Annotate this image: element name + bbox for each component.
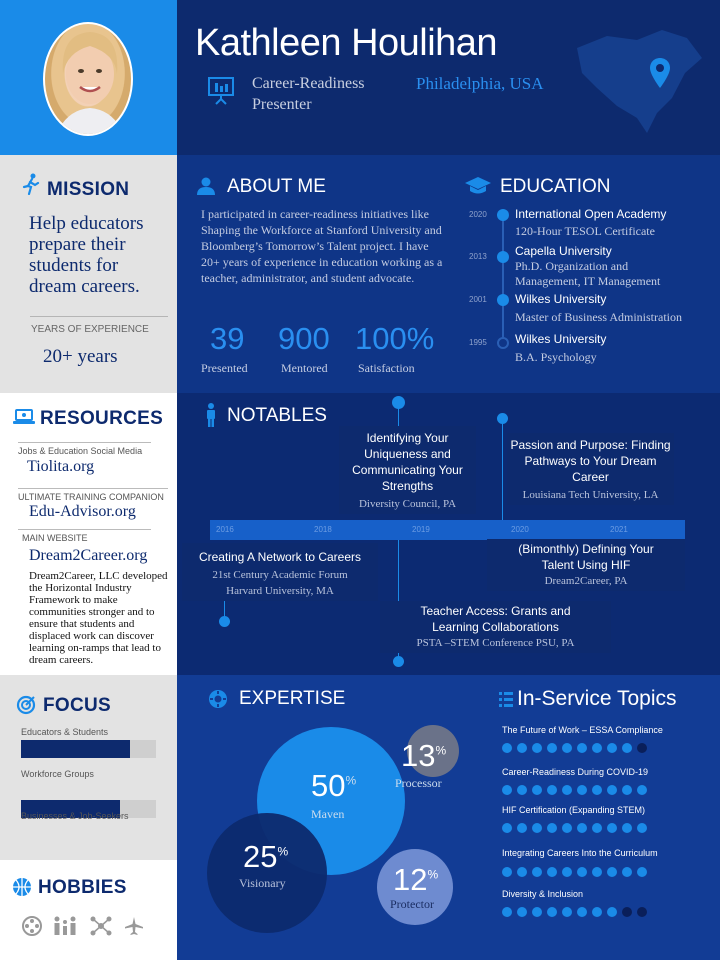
- hobbies-section: [0, 860, 177, 960]
- notable-card: [339, 426, 476, 514]
- expertise-label-maven: Maven: [311, 807, 345, 821]
- rating-dot: [622, 743, 632, 753]
- year-label: 2020: [511, 525, 529, 534]
- notable-venue: Diversity Council, PA: [358, 498, 457, 510]
- focus-label-3: Businesses & Job-Seekers: [21, 811, 129, 821]
- rating-dot: [562, 823, 572, 833]
- rating-dot: [547, 907, 557, 917]
- person-standing-icon: [205, 403, 217, 432]
- mission-text: Help educators prepare their students for dream careers.: [29, 213, 144, 297]
- rating-dot: [502, 907, 512, 917]
- rating-dot: [517, 743, 527, 753]
- topic-label: The Future of Work – ESSA Compliance: [502, 725, 663, 735]
- rating-dot: [517, 867, 527, 877]
- rating-dot: [562, 907, 572, 917]
- rating-dot: [517, 823, 527, 833]
- experience-value: 20+ years: [43, 346, 118, 367]
- film-reel-icon: [22, 916, 42, 941]
- rating-dot: [637, 743, 647, 753]
- rating-dot: [577, 867, 587, 877]
- person-role: Career-Readiness Presenter: [252, 75, 365, 113]
- north-america-map-icon: [567, 18, 707, 138]
- notable-venue: PSTA –STEM Conference PSU, PA: [416, 637, 575, 649]
- rating-dot: [607, 823, 617, 833]
- timeline-dot: [392, 396, 405, 409]
- notable-venue: Louisiana Tech University, LA: [522, 489, 659, 501]
- resource-label-2: ULTIMATE TRAINING COMPANION: [18, 492, 164, 502]
- edu-degree: Master of Business Administration: [515, 310, 682, 324]
- notable-title: Identifying Your Uniqueness and Communicating Your Strengths: [352, 431, 463, 493]
- notable-card: [507, 433, 674, 505]
- topic-rating: [502, 740, 652, 758]
- edu-school: Wilkes University: [515, 292, 607, 306]
- target-icon: [16, 695, 36, 720]
- stat-presented-label: Presented: [201, 361, 248, 375]
- basketball-icon: [12, 877, 32, 902]
- timeline-dot: [497, 251, 509, 263]
- stat-mentored-value: 900: [278, 321, 330, 356]
- notable-title: Creating A Network to Careers: [198, 550, 362, 564]
- presentation-board-icon: [207, 75, 235, 110]
- rating-dot: [622, 867, 632, 877]
- topic-label: HIF Certification (Expanding STEM): [502, 805, 646, 815]
- rating-dot: [622, 907, 632, 917]
- notable-title: (Bimonthly) Defining Your Talent Using HIF: [518, 542, 654, 572]
- focus-bar-fill: [21, 740, 130, 758]
- location-pin-icon: [650, 58, 670, 93]
- connector: [502, 419, 503, 523]
- inservice-title: In-Service Topics: [517, 687, 677, 710]
- rating-dot: [592, 907, 602, 917]
- notable-title: Teacher Access: Grants and Learning Collaborations: [420, 604, 571, 634]
- edu-degree: B.A. Psychology: [515, 350, 597, 364]
- rating-dot: [577, 907, 587, 917]
- edu-year: 1995: [469, 338, 487, 347]
- topic-label: Career-Readiness During COVID-19: [502, 767, 649, 777]
- edu-degree: 120-Hour TESOL Certificate: [515, 224, 655, 238]
- rating-dot: [547, 867, 557, 877]
- expertise-section: [177, 675, 720, 960]
- timeline-dot: [393, 656, 404, 667]
- edu-school: International Open Academy: [515, 207, 667, 221]
- rating-dot: [532, 823, 542, 833]
- resources-section: [0, 393, 177, 675]
- rating-dot: [622, 823, 632, 833]
- rating-dot: [562, 785, 572, 795]
- stat-satisfaction-value: 100%: [355, 321, 435, 356]
- timeline-dot: [497, 209, 509, 221]
- rating-dot: [607, 867, 617, 877]
- stat-presented-value: 39: [210, 321, 245, 356]
- edu-year: 2020: [469, 210, 487, 219]
- rating-dot: [502, 743, 512, 753]
- rating-dot: [562, 743, 572, 753]
- person-location: Philadelphia, USA: [416, 74, 544, 93]
- year-label: 2019: [412, 525, 430, 534]
- notables-title: NOTABLES: [227, 405, 327, 426]
- year-label: 2016: [216, 525, 234, 534]
- rating-dot: [592, 867, 602, 877]
- expertise-value-maven: 50%: [311, 768, 357, 803]
- graduation-cap-icon: [465, 177, 491, 200]
- topic-rating: [502, 820, 652, 838]
- topic-label: Diversity & Inclusion: [502, 889, 584, 899]
- focus-section: [0, 675, 177, 860]
- topic-rating: [502, 782, 652, 800]
- rating-dot: [577, 743, 587, 753]
- about-education-section: [177, 155, 720, 393]
- mission-section: [0, 155, 177, 393]
- rating-dot: [532, 743, 542, 753]
- rating-dot: [637, 907, 647, 917]
- runner-icon: [22, 173, 40, 200]
- about-text: I participated in career-readiness initiatives like Shaping the Workforce at Stanford University and Bloomberg’s Tomorrow’s Talent project. I have 20+ years of experience in education working as a teacher, administrator, and student advocate.: [201, 207, 443, 285]
- rating-dot: [577, 823, 587, 833]
- stat-mentored-label: Mentored: [281, 361, 328, 375]
- rating-dot: [547, 785, 557, 795]
- divider: [30, 316, 168, 317]
- divider: [18, 442, 151, 443]
- focus-bar-1: [21, 740, 156, 758]
- expertise-label-protector: Protector: [390, 897, 434, 911]
- focus-title: FOCUS: [43, 695, 111, 716]
- laptop-icon: [13, 409, 35, 430]
- network-icon: [90, 916, 112, 941]
- rating-dot: [502, 867, 512, 877]
- photo-panel: [0, 0, 177, 155]
- airplane-icon: [124, 916, 144, 941]
- rating-dot: [547, 823, 557, 833]
- avatar: [43, 22, 133, 136]
- expertise-title: EXPERTISE: [239, 688, 346, 709]
- resource-label-1: Jobs & Education Social Media: [18, 446, 143, 456]
- divider: [18, 488, 168, 489]
- edu-degree: Ph.D. Organization and Management, IT Management: [515, 259, 661, 288]
- resources-title: RESOURCES: [40, 408, 164, 429]
- rating-dot: [592, 743, 602, 753]
- divider: [18, 529, 151, 530]
- rating-dot: [577, 785, 587, 795]
- year-label: 2021: [610, 525, 628, 534]
- timeline-dot: [219, 616, 230, 627]
- expertise-value-protector: 12%: [393, 862, 439, 897]
- edu-year: 2001: [469, 295, 487, 304]
- expertise-label-visionary: Visionary: [239, 876, 286, 890]
- stat-satisfaction-label: Satisfaction: [358, 361, 415, 375]
- resource-link-tiolita[interactable]: Tiolita.org: [27, 458, 95, 475]
- resource-link-edu-advisor[interactable]: Edu-Advisor.org: [29, 503, 136, 520]
- focus-label-1: Educators & Students: [21, 727, 109, 737]
- rating-dot: [622, 785, 632, 795]
- expertise-value-visionary: 25%: [243, 839, 289, 874]
- topic-label: Integrating Careers Into the Curriculum: [502, 848, 658, 858]
- timeline-dot: [497, 413, 508, 424]
- timeline-dot: [497, 337, 509, 349]
- rating-dot: [532, 785, 542, 795]
- timeline-dot: [497, 294, 509, 306]
- rating-dot: [532, 867, 542, 877]
- edu-school: Capella University: [515, 244, 612, 258]
- topic-rating: [502, 904, 652, 922]
- about-title: ABOUT ME: [227, 176, 326, 197]
- list-icon: [499, 691, 513, 714]
- expertise-label-processor: Processor: [395, 776, 442, 790]
- edu-school: Wilkes University: [515, 332, 607, 346]
- mission-title: MISSION: [47, 179, 130, 200]
- rating-dot: [637, 823, 647, 833]
- header: [177, 0, 720, 155]
- rating-dot: [637, 867, 647, 877]
- rating-dot: [637, 785, 647, 795]
- focus-label-2: Workforce Groups: [21, 769, 94, 779]
- rating-dot: [607, 743, 617, 753]
- hobbies-title: HOBBIES: [38, 877, 127, 898]
- year-label: 2018: [314, 525, 332, 534]
- resource-description: Dream2Career, LLC developed the Horizontal Industry Framework to make communities stronger and to ensure that students and displaced work can discover learning on-ramps that lead to dream careers.: [29, 570, 168, 666]
- education-timeline: [502, 215, 504, 345]
- rating-dot: [502, 785, 512, 795]
- rating-dot: [607, 907, 617, 917]
- resource-label-3: MAIN WEBSITE: [22, 533, 88, 543]
- notable-card: [487, 539, 685, 591]
- notable-card: [182, 543, 378, 601]
- edu-year: 2013: [469, 252, 487, 261]
- resource-link-dream2career[interactable]: Dream2Career.org: [29, 547, 148, 564]
- rating-dot: [592, 823, 602, 833]
- family-icon: [52, 916, 78, 941]
- notable-title: Passion and Purpose: Finding Pathways to Your Dream Career: [510, 438, 671, 484]
- rating-dot: [607, 785, 617, 795]
- experience-label: YEARS OF EXPERIENCE: [31, 324, 149, 335]
- rating-dot: [562, 867, 572, 877]
- rating-dot: [532, 907, 542, 917]
- rating-dot: [502, 823, 512, 833]
- brain-gear-icon: [208, 689, 228, 714]
- expertise-value-processor: 13%: [401, 738, 447, 773]
- topic-rating: [502, 864, 652, 882]
- rating-dot: [517, 907, 527, 917]
- rating-dot: [592, 785, 602, 795]
- notable-venue: Dream2Career, PA: [544, 575, 628, 587]
- education-title: EDUCATION: [500, 176, 611, 197]
- person-name: Kathleen Houlihan: [195, 22, 498, 64]
- user-icon: [197, 177, 215, 200]
- notable-venue: 21st Century Academic Forum Harvard University, MA: [212, 569, 348, 597]
- notables-section: [177, 393, 720, 675]
- rating-dot: [547, 743, 557, 753]
- rating-dot: [517, 785, 527, 795]
- notable-card: [380, 601, 611, 653]
